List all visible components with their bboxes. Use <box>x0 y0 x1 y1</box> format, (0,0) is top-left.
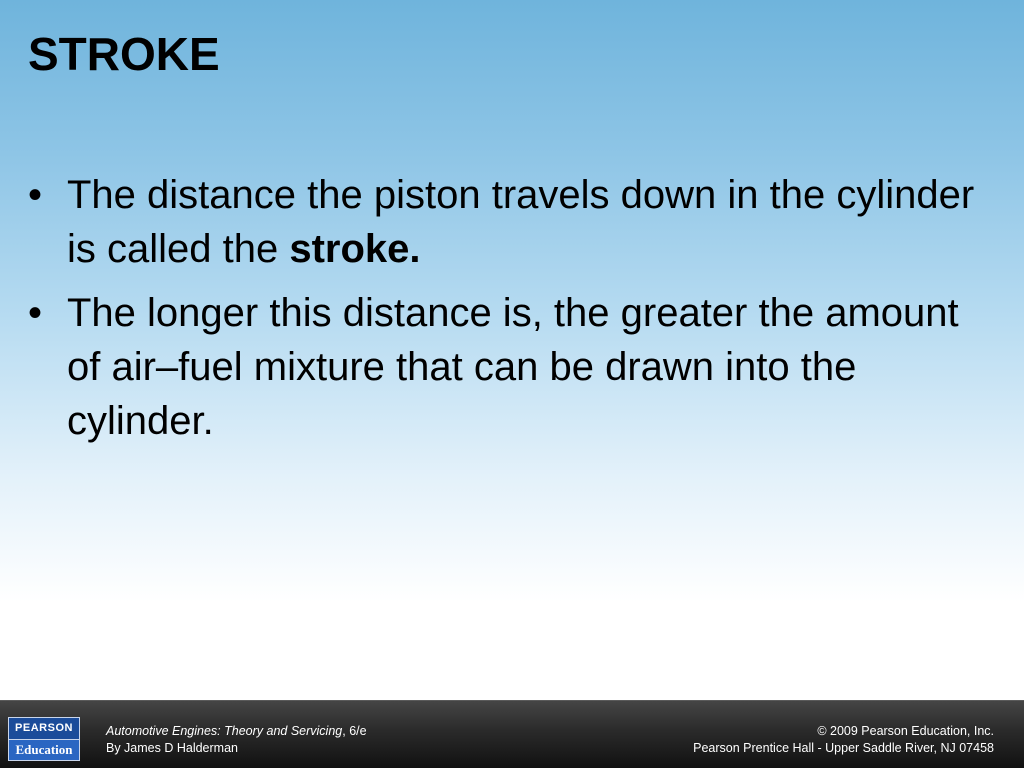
bullet-text: The distance the piston travels down in the cylinder is called the <box>67 173 975 271</box>
bullet-item <box>28 168 988 276</box>
publisher-text: Pearson Prentice Hall - Upper Saddle River, NJ 07458 <box>693 741 994 755</box>
logo-wordmark-top: PEARSON <box>9 718 79 739</box>
pearson-logo <box>8 717 80 761</box>
footer-bar <box>0 700 1024 768</box>
logo-wordmark-bottom: Education <box>9 739 79 761</box>
bullet-marker: • <box>28 291 43 335</box>
bullet-marker: • <box>28 173 43 217</box>
book-author: By James D Halderman <box>106 741 238 755</box>
book-title: Automotive Engines: Theory and Servicing <box>106 724 343 738</box>
footer-copyright-info <box>693 723 994 757</box>
book-edition: , 6/e <box>342 724 367 738</box>
bullet-emphasis: stroke. <box>289 227 421 271</box>
footer-book-info <box>106 723 367 757</box>
bullet-list <box>28 168 988 458</box>
bullet-item <box>28 286 988 448</box>
copyright-text: © 2009 Pearson Education, Inc. <box>817 724 994 738</box>
book-title-line <box>106 723 367 740</box>
bullet-text: The longer this distance is, the greater the amount of air–fuel mixture that can be drawn into the cylinder. <box>67 291 959 443</box>
slide-title: STROKE <box>28 28 220 80</box>
